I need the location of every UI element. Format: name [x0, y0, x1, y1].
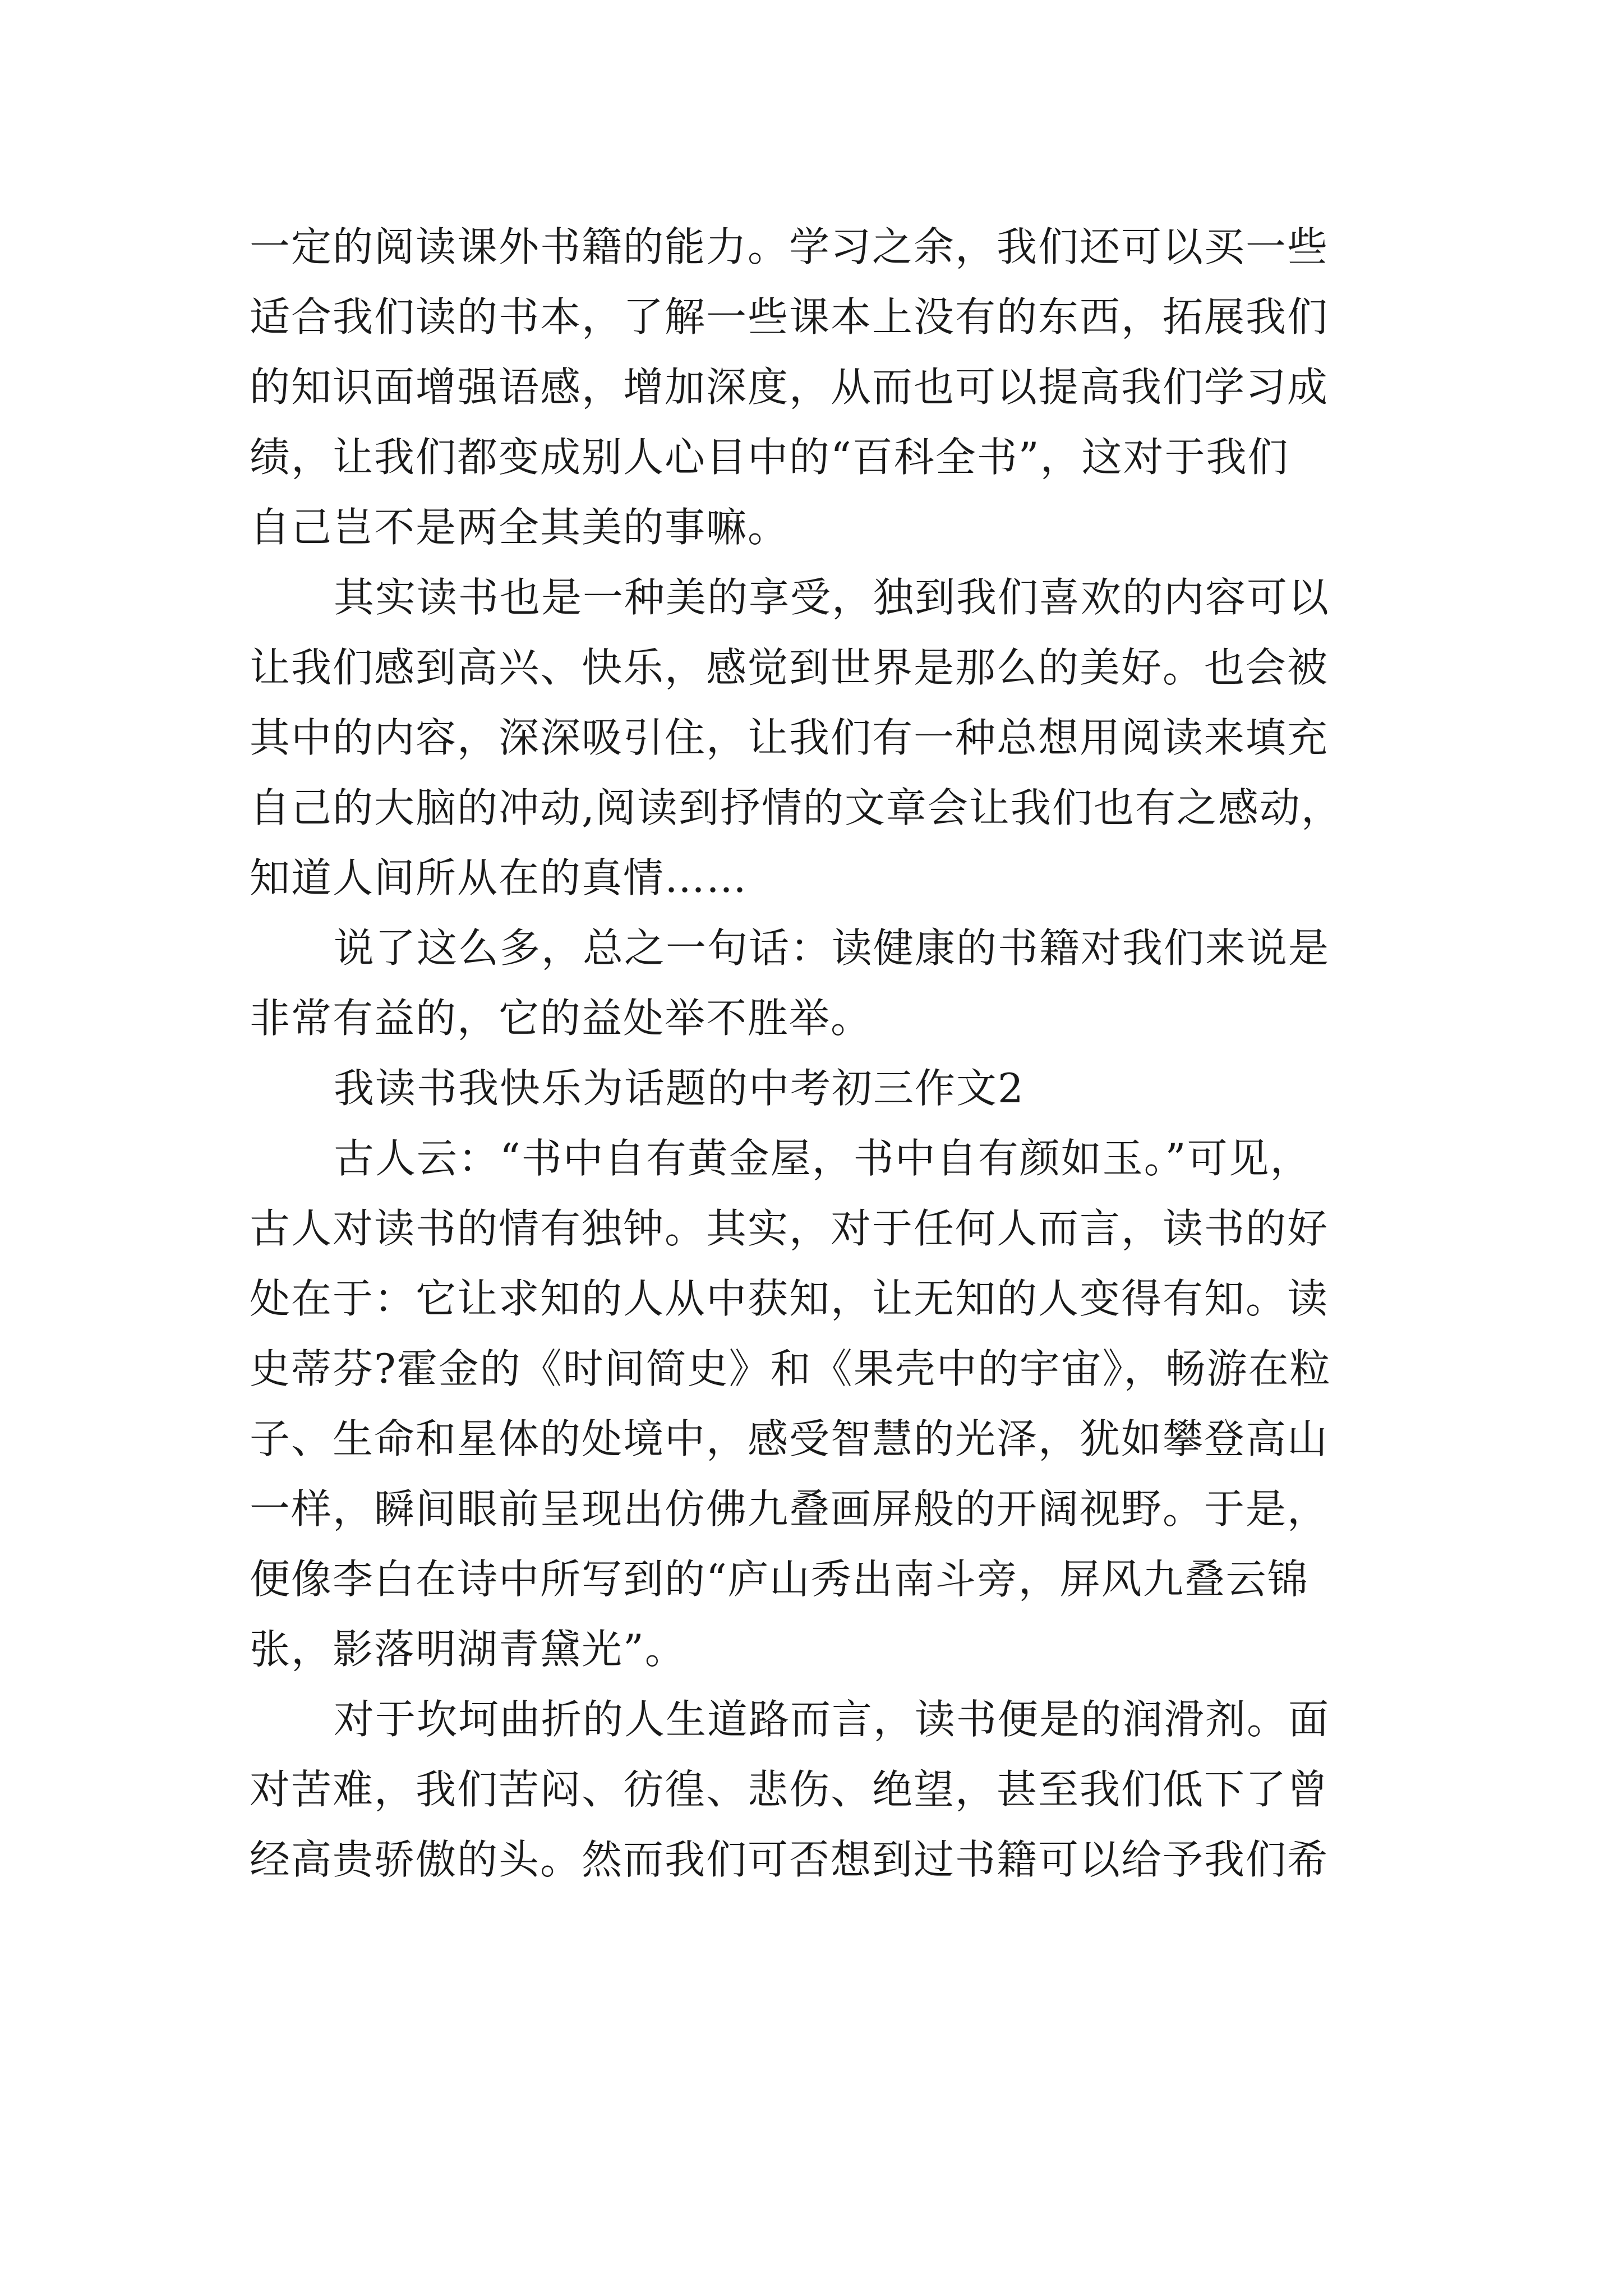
text-line: 处在于：它让求知的人从中获知，让无知的人变得有知。读 — [250, 1275, 1329, 1322]
section-heading: 我读书我快乐为话题的中考初三作文2 — [334, 1065, 1025, 1112]
text-line: 让我们感到高兴、快乐，感觉到世界是那么的美好。也会被 — [250, 644, 1329, 691]
text-line: 绩，让我们都变成别人心目中的“百科全书”，这对于我们 — [250, 434, 1289, 481]
text-line: 一定的阅读课外书籍的能力。学习之余，我们还可以买一些 — [250, 223, 1329, 270]
text-line: 史蒂芬?霍金的《时间简史》和《果壳中的宇宙》，畅游在粒 — [250, 1345, 1331, 1392]
text-line: 一样，瞬间眼前呈现出仿佛九叠画屏般的开阔视野。于是， — [250, 1485, 1329, 1533]
paragraph-start-line: 其实读书也是一种美的享受，独到我们喜欢的内容可以 — [334, 574, 1330, 621]
document-body — [250, 212, 1391, 1895]
text-line: 对苦难，我们苦闷、彷徨、悲伤、绝望，甚至我们低下了曾 — [250, 1766, 1329, 1813]
text-line: 经高贵骄傲的头。然而我们可否想到过书籍可以给予我们希 — [250, 1836, 1329, 1883]
text-line: 自己的大脑的冲动,阅读到抒情的文章会让我们也有之感动， — [250, 784, 1343, 831]
text-line: 非常有益的，它的益处举不胜举。 — [250, 995, 873, 1042]
text-line: 适合我们读的书本，了解一些课本上没有的东西，拓展我们 — [250, 293, 1329, 341]
paragraph-start-line: 对于坎坷曲折的人生道路而言，读书便是的润滑剂。面 — [334, 1696, 1330, 1743]
text-line: 其中的内容，深深吸引住，让我们有一种总想用阅读来填充 — [250, 714, 1329, 761]
text-line: 便像李白在诗中所写到的“庐山秀出南斗旁，屏风九叠云锦 — [250, 1556, 1309, 1603]
text-line: 张，影落明湖青黛光”。 — [250, 1626, 686, 1673]
text-line: 自己岂不是两全其美的事嘛。 — [250, 504, 790, 551]
text-line: 古人对读书的情有独钟。其实，对于任何人而言，读书的好 — [250, 1205, 1329, 1252]
text-line: 的知识面增强语感，增加深度，从而也可以提高我们学习成 — [250, 364, 1329, 411]
paragraph-start-line: 说了这么多，总之一句话：读健康的书籍对我们来说是 — [334, 924, 1330, 972]
text-line: 子、生命和星体的处境中，感受智慧的光泽，犹如攀登高山 — [250, 1415, 1329, 1462]
paragraph-start-line: 古人云：“书中自有黄金屋，书中自有颜如玉。”可见， — [334, 1135, 1312, 1182]
text-line: 知道人间所从在的真情…… — [250, 854, 748, 901]
